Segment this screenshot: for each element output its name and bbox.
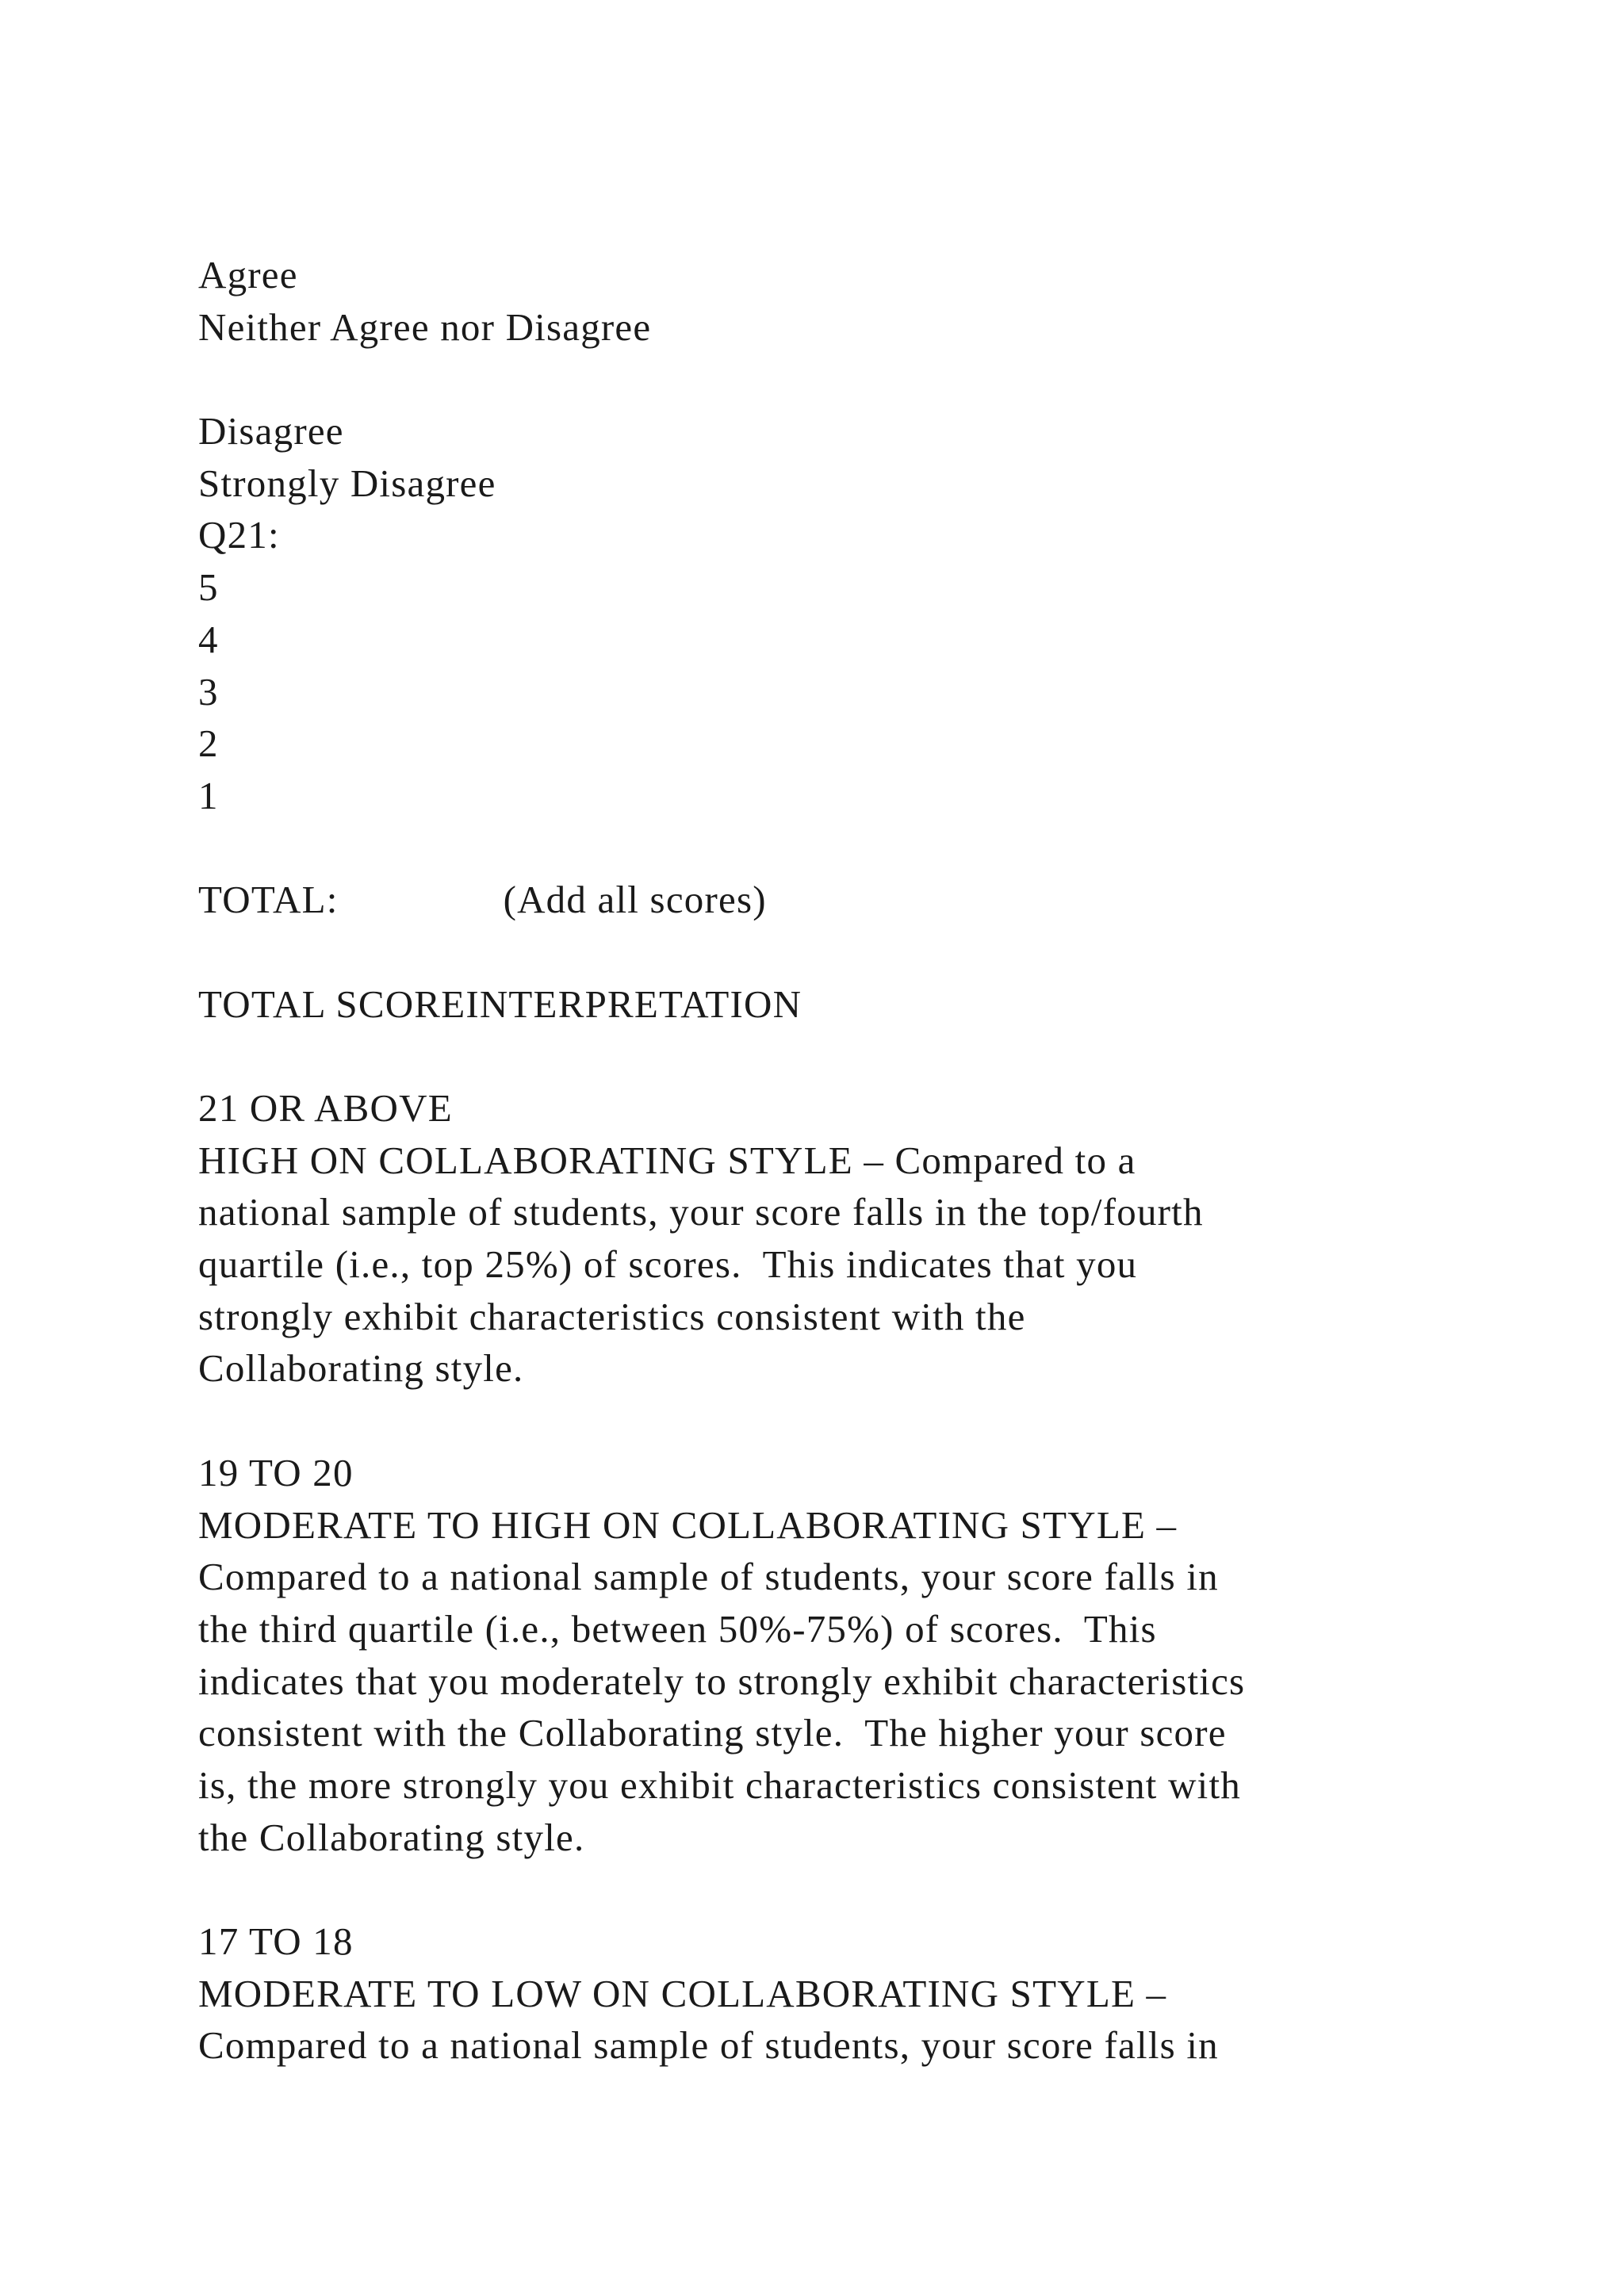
score-value: 5 — [198, 565, 219, 610]
document-body — [198, 249, 1507, 2072]
option-neutral: Neither Agree nor Disagree — [198, 304, 652, 349]
blank-line — [198, 1395, 1507, 1447]
range-description-line: strongly exhibit characteristics consistent with the — [198, 1294, 1026, 1338]
total-note: (Add all scores) — [503, 878, 767, 922]
option-strongly-disagree: Strongly Disagree — [198, 461, 496, 505]
range-description-line: MODERATE TO HIGH ON COLLABORATING STYLE – — [198, 1502, 1178, 1547]
option-agree: Agree — [198, 253, 298, 297]
range-description-line: consistent with the Collaborating style. The higher your score — [198, 1711, 1227, 1755]
range-description-line: the third quartile (i.e., between 50%-75%) of scores. This — [198, 1606, 1157, 1651]
range-description-line: is, the more strongly you exhibit characteristics consistent with — [198, 1762, 1241, 1807]
score-value: 4 — [198, 617, 219, 661]
range-description-line: MODERATE TO LOW ON COLLABORATING STYLE – — [198, 1971, 1167, 2015]
range-description-line: Compared to a national sample of students, your score falls in — [198, 2023, 1219, 2068]
range-description-line: national sample of students, your score falls in the top/fourth — [198, 1190, 1204, 1234]
blank-line — [198, 1030, 1507, 1082]
question-label: Q21: — [198, 513, 280, 557]
blank-line — [198, 1863, 1507, 1915]
range-heading: 21 OR ABOVE — [198, 1086, 453, 1130]
range-description-line: quartile (i.e., top 25%) of scores. This indicates that you — [198, 1242, 1138, 1287]
range-description-line: Compared to a national sample of students, your score falls in — [198, 1555, 1219, 1599]
score-value: 1 — [198, 773, 219, 817]
total-label: TOTAL: — [198, 878, 339, 922]
range-heading: 19 TO 20 — [198, 1450, 354, 1494]
blank-line — [198, 822, 1507, 874]
range-description-line: HIGH ON COLLABORATING STYLE – Compared to a — [198, 1138, 1136, 1182]
range-description-line: Collaborating style. — [198, 1346, 524, 1391]
score-value: 3 — [198, 669, 219, 714]
blank-line — [198, 926, 1507, 978]
range-description-line: indicates that you moderately to strongly exhibit characteristics — [198, 1659, 1246, 1703]
blank-line — [198, 353, 1507, 405]
interpretation-heading: TOTAL SCOREINTERPRETATION — [198, 982, 802, 1026]
total-row — [198, 874, 1507, 926]
range-description-line: the Collaborating style. — [198, 1815, 585, 1859]
option-disagree: Disagree — [198, 409, 344, 453]
range-heading: 17 TO 18 — [198, 1919, 354, 1963]
score-value: 2 — [198, 721, 219, 766]
